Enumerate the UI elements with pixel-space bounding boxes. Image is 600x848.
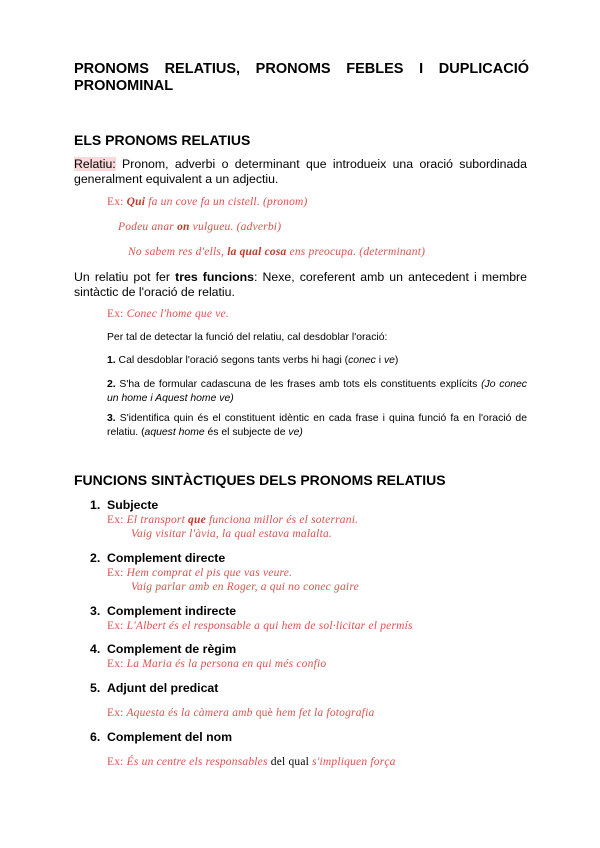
- example-ci: Ex: L'Albert és el responsable a qui hem de sol·licitar el permís: [107, 620, 413, 632]
- function-item-adjunt: 5. Adjunt del predicat: [90, 681, 219, 695]
- functions-intro-paragraph: Un relatiu pot fer tres funcions: Nexe, coreferent amb un antecedent i membre sintàctic de l'oració de relatiu.: [74, 270, 527, 299]
- example-cd-1: Ex: Hem comprat el pis que vas veure.: [107, 567, 293, 579]
- step-2: 2. S'ha de formular cadascuna de les frases amb tots els constituents explícits (Jo conec un home i Aquest home ve): [107, 379, 527, 404]
- section-heading-relatius: ELS PRONOMS RELATIUS: [74, 132, 251, 148]
- function-item-cd: 2. Complement directe: [90, 551, 226, 565]
- example-conec: Ex: Conec l'home que ve.: [107, 308, 229, 320]
- example-la-qual-cosa: No sabem res d'ells, la qual cosa ens preocupa. (determinant): [128, 246, 426, 258]
- step-3: 3. S'identifica quin és el constituent idèntic en cada frase i quina funció fa en l'oració de relatiu. (aquest home és el subjecte de ve): [107, 413, 527, 438]
- function-item-regim: 4. Complement de règim: [90, 642, 237, 656]
- step-1: 1. Cal desdoblar l'oració segons tants verbs hi hagi (conec i ve): [107, 355, 399, 366]
- title-line-2: PRONOMINAL: [74, 78, 174, 94]
- example-qui: Ex: Qui fa un cove fa un cistell. (pronom): [107, 196, 308, 208]
- function-item-ci: 3. Complement indirecte: [90, 604, 237, 618]
- definition-text: Pronom, adverbi o determinant que introdueix una oració subordinada generalment equivalent a un adjectiu.: [74, 157, 527, 186]
- title-line-1: PRONOMS RELATIUS, PRONOMS FEBLES I DUPLICACIÓ: [74, 61, 529, 77]
- page-title: [74, 61, 529, 95]
- example-adjunt: Ex: Aquesta és la càmera amb què hem fet la fotografia: [107, 707, 375, 719]
- function-item-subjecte: 1. Subjecte: [90, 498, 159, 512]
- example-cd-2: Vaig parlar amb en Roger, a qui no conec gaire: [131, 581, 359, 593]
- function-item-cn: 6. Complement del nom: [90, 730, 233, 744]
- example-regim: Ex: La Maria és la persona en qui més confio: [107, 658, 327, 670]
- example-subjecte-1: Ex: El transport que funciona millor és el soterrani.: [107, 514, 359, 526]
- example-subjecte-2: Vaig visitar l'àvia, la qual estava malalta.: [131, 528, 332, 540]
- example-cn: Ex: És un centre els responsables del qual s'impliquen força: [107, 756, 396, 768]
- definition-paragraph: [74, 157, 527, 187]
- definition-term: Relatiu:: [74, 157, 116, 171]
- section-heading-funcions: FUNCIONS SINTÀCTIQUES DELS PRONOMS RELATIUS: [74, 472, 446, 488]
- detect-intro: Per tal de detectar la funció del relatiu, cal desdoblar l'oració:: [107, 332, 388, 343]
- example-on: Podeu anar on vulgueu. (adverbi): [118, 221, 282, 233]
